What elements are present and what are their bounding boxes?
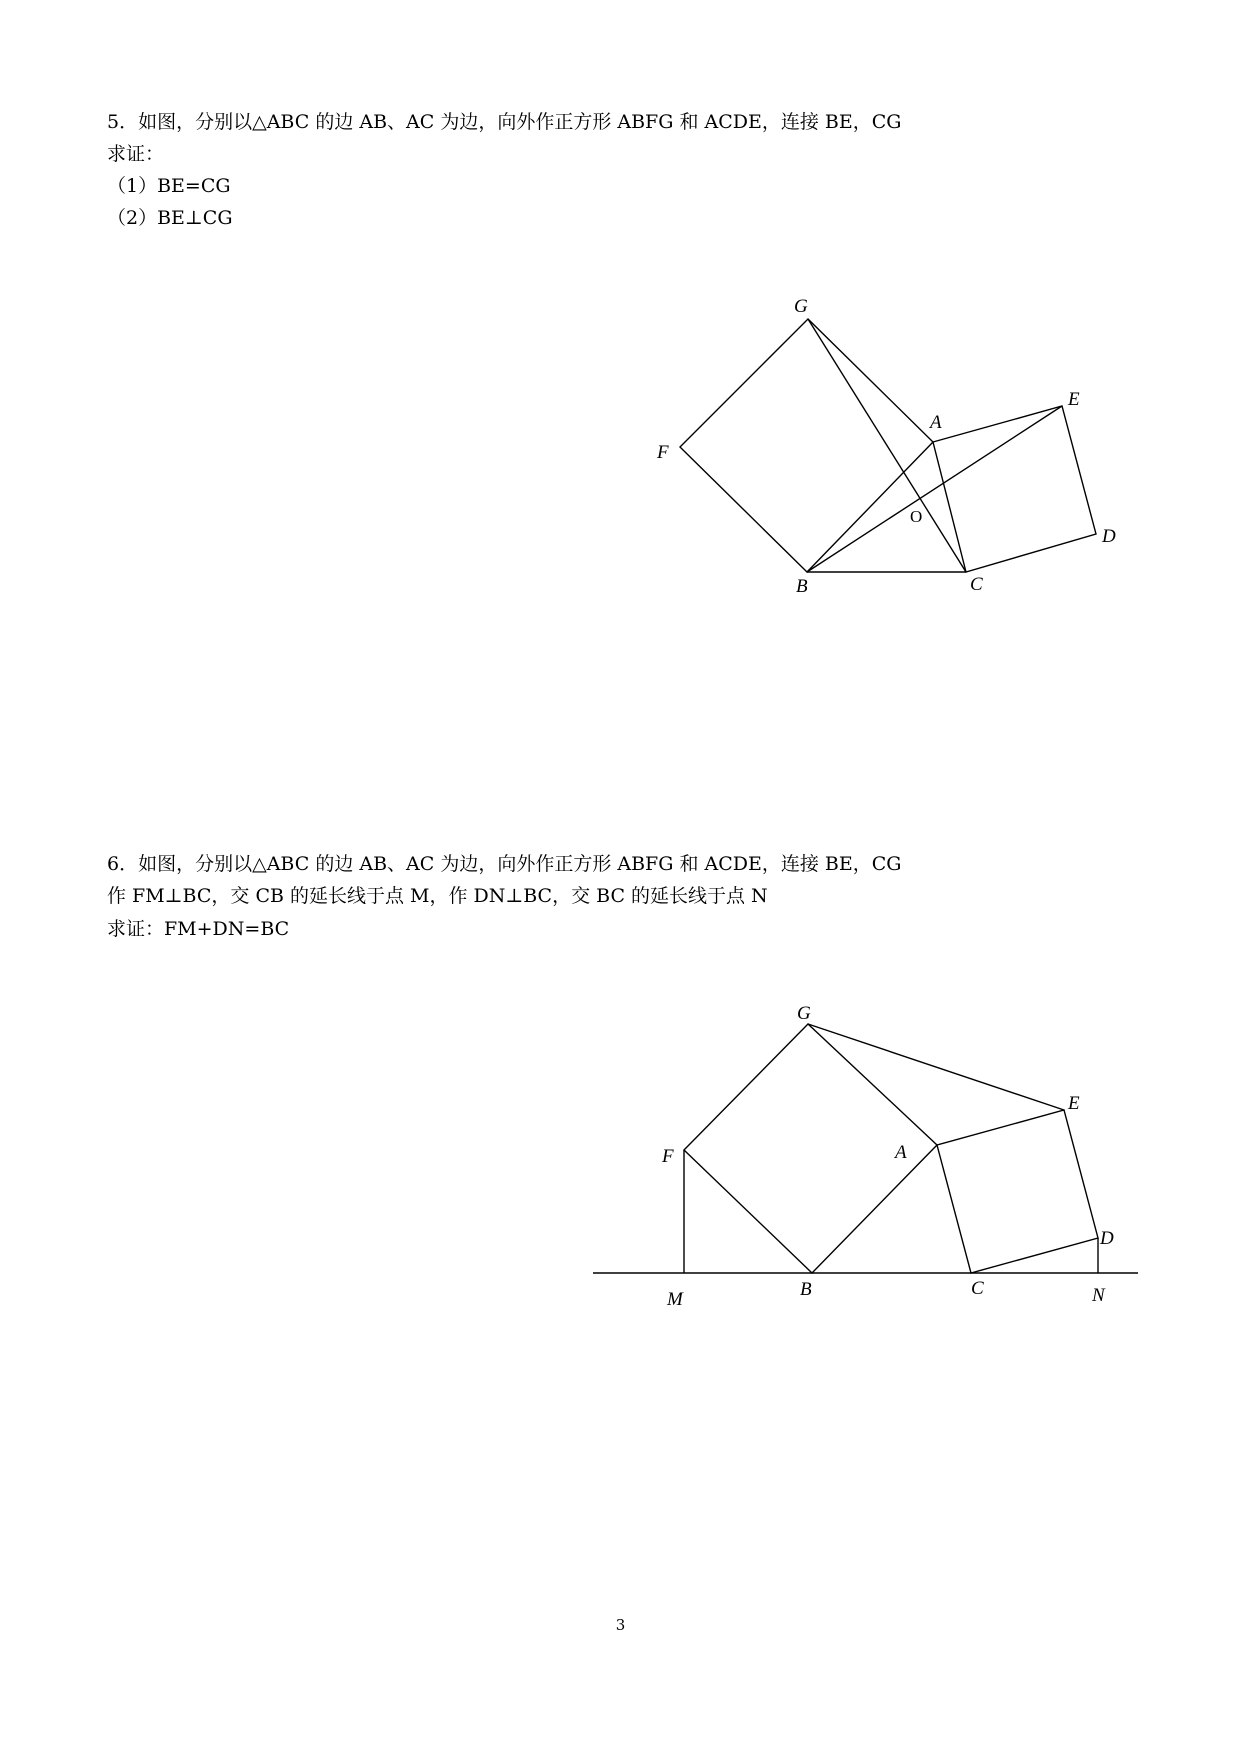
label-a-6: A xyxy=(895,1142,907,1163)
label-b-6: B xyxy=(800,1279,812,1300)
label-e-6: E xyxy=(1068,1093,1080,1114)
problem-5-line-4: （2）BE⊥CG xyxy=(107,207,233,229)
label-m-6: M xyxy=(667,1289,683,1310)
label-c: C xyxy=(970,574,983,595)
label-d: D xyxy=(1102,526,1116,547)
label-n-6: N xyxy=(1092,1285,1105,1306)
problem-5-line-2: 求证： xyxy=(107,143,165,165)
problem-6-line-1: 6．如图，分别以△ABC 的边 AB、AC 为边，向外作正方形 ABFG 和 ACDE，连接 BE，CG xyxy=(107,853,902,875)
label-g: G xyxy=(794,296,808,317)
square-acde-6 xyxy=(937,1110,1098,1273)
problem-6-line-2: 作 FM⊥BC，交 CB 的延长线于点 M，作 DN⊥BC，交 BC 的延长线于点 N xyxy=(107,885,768,907)
label-g-6: G xyxy=(797,1003,811,1024)
label-e: E xyxy=(1068,389,1080,410)
label-o: O xyxy=(910,507,923,526)
label-f: F xyxy=(657,442,669,463)
segment-ge xyxy=(808,1024,1064,1110)
label-d-6: D xyxy=(1100,1228,1114,1249)
problem-5-line-3: （1）BE=CG xyxy=(107,175,231,197)
problem-5-line-1: 5．如图，分别以△ABC 的边 AB、AC 为边，向外作正方形 ABFG 和 ACDE，连接 BE，CG xyxy=(107,111,902,133)
page-number: 3 xyxy=(615,1616,626,1634)
problem-6-line-3: 求证：FM+DN=BC xyxy=(107,918,290,940)
label-f-6: F xyxy=(662,1146,674,1167)
label-a: A xyxy=(930,412,942,433)
label-c-6: C xyxy=(971,1278,984,1299)
label-b: B xyxy=(796,576,808,597)
